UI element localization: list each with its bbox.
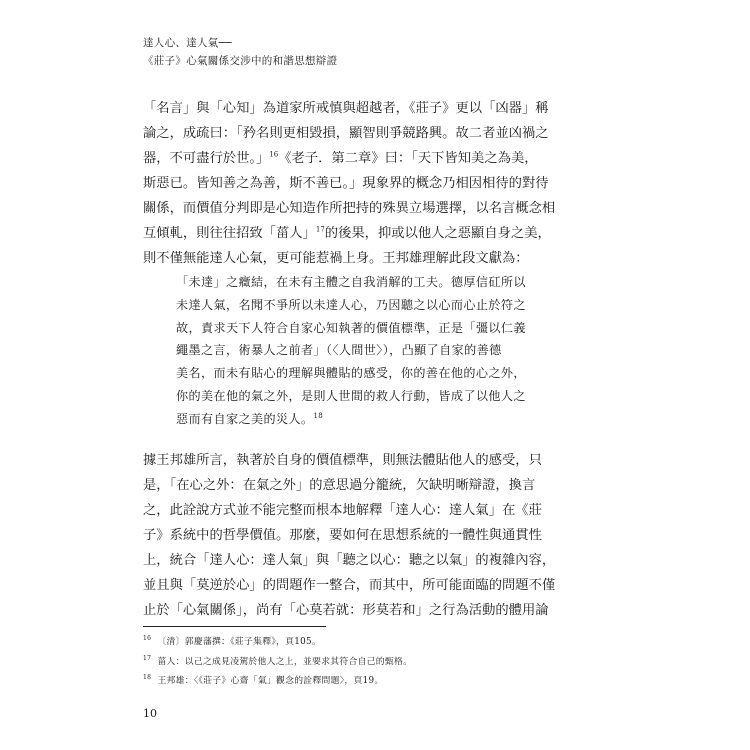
quote-line: 你的美在他的氣之外，是則人世間的救人行動，皆成了以他人之: [176, 388, 526, 403]
footnote-ref-18: 18: [313, 411, 324, 420]
quote-line: 繩墨之言，術暴人之前者」（〈人間世〉），凸顯了自家的善德: [176, 343, 502, 358]
footnote-17: [143, 653, 563, 673]
text-line: 「名言」與「心知」為道家所戒慎與超越者，《莊子》更以「凶器」稱: [143, 101, 549, 116]
paragraph-3: [143, 448, 598, 623]
footnotes: [143, 633, 563, 692]
text-line: 則不僅無能達人心氣，更可能惹禍上身。王邦雄理解此段文獻為：: [143, 251, 529, 266]
text-line: 並且與「莫逆於心」的問題作一整合，而其中，所可能面臨的問題不僅: [143, 578, 556, 593]
footnote-16: [143, 633, 563, 653]
footnote-text: 王邦雄：〈《莊子》心齋「氣」觀念的詮釋問題〉，頁19。: [157, 676, 384, 686]
text-line: 斯惡已。皆知善之為善，斯不善已。」現象界的概念乃相因相待的對待: [143, 176, 549, 191]
text-line: 關係，而價值分判即是心知造作所把持的殊異立場選擇，以名言概念相: [143, 201, 556, 216]
header-line-2: 《莊子》心氣關係交涉中的和諧思想辯證: [143, 55, 338, 67]
footnote-ref-16: 16: [269, 150, 279, 159]
footnote-number: 16: [143, 635, 152, 643]
text-line: 之，此詮說方式並不能完整而根本地解釋「達人心：達人氣」在《莊: [143, 503, 542, 518]
footnote-18: [143, 672, 563, 692]
footnote-divider: [143, 626, 326, 627]
footnote-text: 〔清〕郭慶藩撰：《莊子集釋》，頁105。: [157, 637, 321, 647]
quote-line: 惡而有自家之美的災人。$^{18}$: [176, 411, 324, 426]
page-number: 10: [143, 707, 157, 720]
paragraph-1: [143, 96, 598, 271]
text-line: 是，「在心之外：在氣之外」的意思過分籠統，欠缺明晰辯證，換言: [143, 478, 536, 493]
quote-line: 未達人氣，名聞不爭所以未達人心，乃因聽之以心而心止於符之: [176, 297, 526, 312]
text-line: 子》系統中的哲學價值。那麼，要如何在思想系統的一體性與通貫性: [143, 528, 542, 543]
text-line: 器，不可盡行於世。」$^{16}$《老子．第二章》曰：「天下皆知美之為美，: [143, 150, 538, 166]
footnote-ref-17: 17: [315, 225, 325, 234]
text-line: 互傾軋，則往往招致「菑人」$^{17}$的後果，抑或以他人之惡顯自身之美，: [143, 225, 551, 241]
text-line: 據王邦雄所言，執著於自身的價值標準，則無法體貼他人的感受，只: [143, 453, 542, 468]
footnote-number: 17: [143, 654, 152, 662]
header-line-1: 達人心、達人氣──: [143, 37, 232, 49]
footnote-number: 18: [143, 674, 152, 682]
text-line: 止於「心氣關係」，尚有「心莫若就：形莫若和」之行為活動的體用論: [143, 603, 549, 618]
running-header: [143, 34, 337, 70]
quote-line: 故，責求天下人符合自家心知執著的價值標準，正是「彊以仁義: [176, 320, 526, 335]
quote-line: 「未達」之癥結，在未有主體之自我消解的工夫。德厚信矼所以: [176, 275, 526, 289]
footnote-text: 菑人：以己之成見凌駕於他人之上，並要求其符合自己的甄格。: [157, 656, 413, 667]
quote-line: 美名，而未有貼心的理解與體貼的感受，你的善在他的心之外，: [176, 366, 526, 381]
text-line: 論之，成疏曰：「矜名則更相毀損，顯智則爭競路興。故二者並凶禍之: [143, 126, 549, 141]
text-line: 上，統合「達人心：達人氣」與「聽之以心：聽之以氣」的複雜內容，: [143, 553, 556, 568]
block-quote: [176, 271, 596, 431]
